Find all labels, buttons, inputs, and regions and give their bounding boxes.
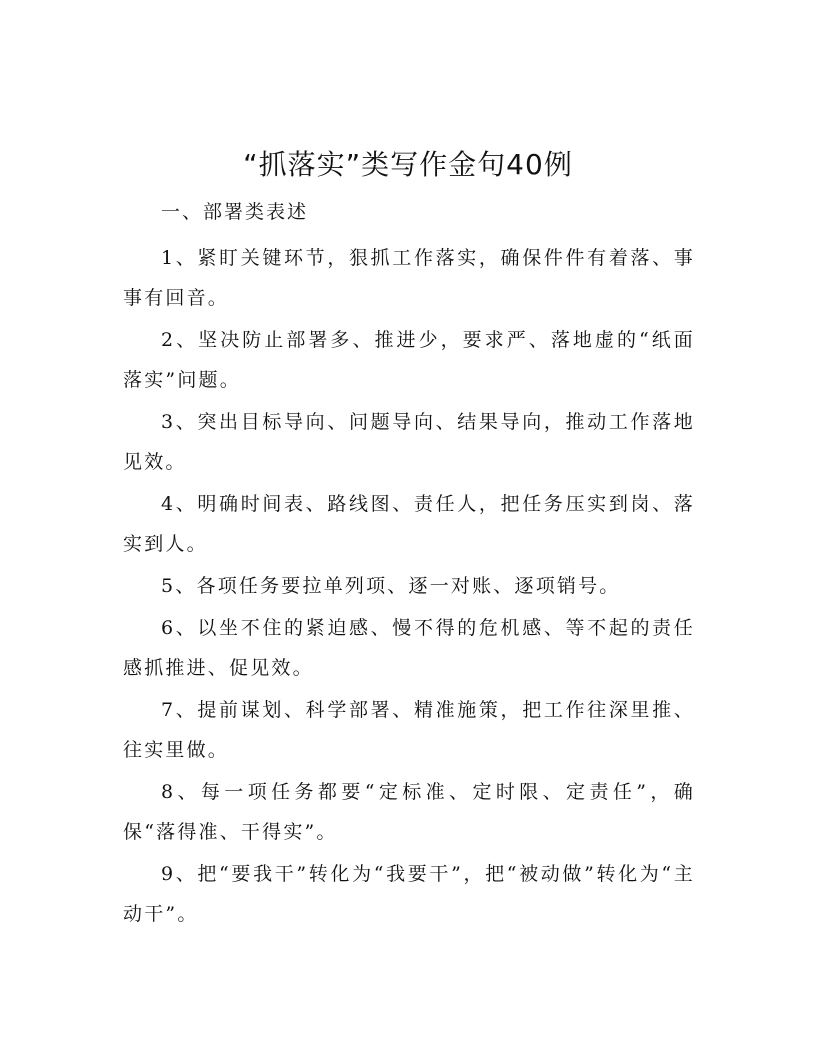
list-item: 9、把“要我干”转化为“我要干”，把“被动做”转化为“主动干”。 (123, 863, 695, 925)
list-item: 1、紧盯关键环节，狠抓工作落实，确保件件有着落、事事有回音。 (123, 247, 695, 309)
document-body (123, 196, 695, 936)
list-item: 2、坚决防止部署多、推进少，要求严、落地虚的“纸面落实”问题。 (123, 329, 695, 391)
section-heading: 一、部署类表述 (161, 201, 309, 223)
document-title: “抓落实”类写作金句40例 (243, 148, 573, 181)
list-item: 6、以坐不住的紧迫感、慢不得的危机感、等不起的责任感抓推进、促见效。 (123, 617, 695, 679)
list-item: 7、提前谋划、科学部署、精准施策，把工作往深里推、往实里做。 (123, 699, 695, 761)
list-item: 5、各项任务要拉单列项、逐一对账、逐项销号。 (161, 575, 621, 597)
list-item: 3、突出目标导向、问题导向、结果导向，推动工作落地见效。 (123, 411, 695, 473)
list-item: 4、明确时间表、路线图、责任人，把任务压实到岗、落实到人。 (123, 493, 695, 555)
list-item: 8、每一项任务都要“定标准、定时限、定责任”，确保“落得准、干得实”。 (123, 781, 695, 843)
